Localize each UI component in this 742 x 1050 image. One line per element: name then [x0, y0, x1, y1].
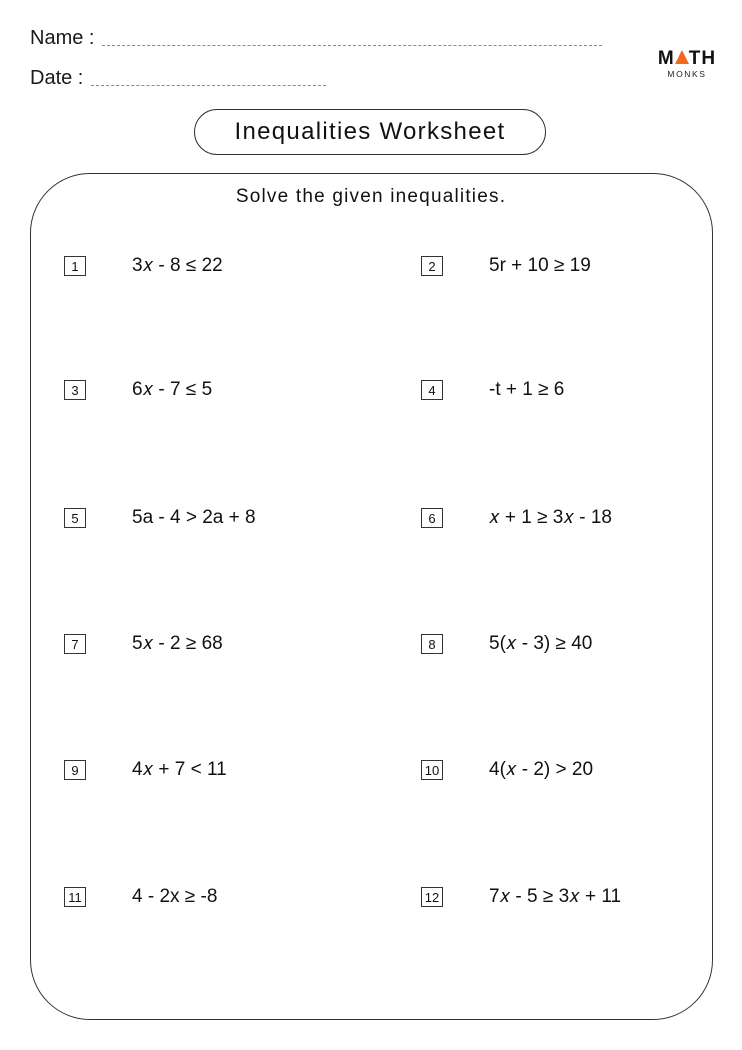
- problem-expression: 4(𝑥 - 2) > 20: [489, 759, 594, 780]
- problem-item: [64, 506, 256, 530]
- problem-number: 3: [64, 380, 86, 400]
- math-monks-logo: [656, 50, 718, 79]
- logo-letters-th: TH: [688, 48, 717, 69]
- logo-triangle-icon: [675, 50, 689, 64]
- logo-subtitle: MONKS: [667, 69, 707, 79]
- problem-number: 4: [421, 380, 443, 400]
- problem-expression: 6𝑥 - 7 ≤ 5: [132, 379, 213, 400]
- problem-item: [421, 254, 591, 278]
- problem-number: 11: [64, 887, 86, 907]
- problem-item: [421, 378, 565, 402]
- problem-expression: 5r + 10 ≥ 19: [489, 255, 591, 276]
- problem-number: 10: [421, 760, 443, 780]
- problem-item: [421, 885, 622, 909]
- problem-number: 2: [421, 256, 443, 276]
- problem-item: [64, 758, 227, 782]
- problem-expression: 5𝑥 - 2 ≥ 68: [132, 633, 223, 654]
- problem-item: [421, 632, 593, 656]
- name-label: Name :: [30, 27, 95, 49]
- problem-number: 8: [421, 634, 443, 654]
- problem-expression: 5(𝑥 - 3) ≥ 40: [489, 633, 593, 654]
- problem-expression: 4𝑥 + 7 < 11: [132, 759, 227, 780]
- problem-item: [421, 506, 612, 530]
- name-field[interactable]: [30, 27, 602, 50]
- problem-number: 9: [64, 760, 86, 780]
- problem-number: 5: [64, 508, 86, 528]
- problem-item: [64, 254, 223, 278]
- problem-number: 12: [421, 887, 443, 907]
- problem-expression: 5a - 4 > 2a + 8: [132, 507, 256, 528]
- problem-number: 6: [421, 508, 443, 528]
- problem-expression: 3𝑥 - 8 ≤ 22: [132, 255, 223, 276]
- date-field[interactable]: [30, 67, 326, 90]
- name-blank-line[interactable]: [102, 44, 602, 46]
- problem-item: [64, 378, 213, 402]
- date-label: Date :: [30, 67, 84, 89]
- problem-expression: 4 - 2x ≥ -8: [132, 886, 218, 907]
- problem-expression: 7𝑥 - 5 ≥ 3𝑥 + 11: [489, 886, 622, 907]
- problem-expression: 𝑥 + 1 ≥ 3𝑥 - 18: [489, 507, 612, 528]
- problem-expression: -t + 1 ≥ 6: [489, 379, 565, 400]
- logo-letter-m: M: [657, 48, 675, 69]
- problem-item: [421, 758, 594, 782]
- problem-number: 1: [64, 256, 86, 276]
- problem-item: [64, 885, 218, 909]
- problem-item: [64, 632, 223, 656]
- problem-number: 7: [64, 634, 86, 654]
- date-blank-line[interactable]: [91, 84, 326, 86]
- instruction-text: Solve the given inequalities.: [235, 186, 507, 207]
- logo-wordmark: [656, 50, 718, 68]
- worksheet-title: Inequalities Worksheet: [194, 109, 546, 155]
